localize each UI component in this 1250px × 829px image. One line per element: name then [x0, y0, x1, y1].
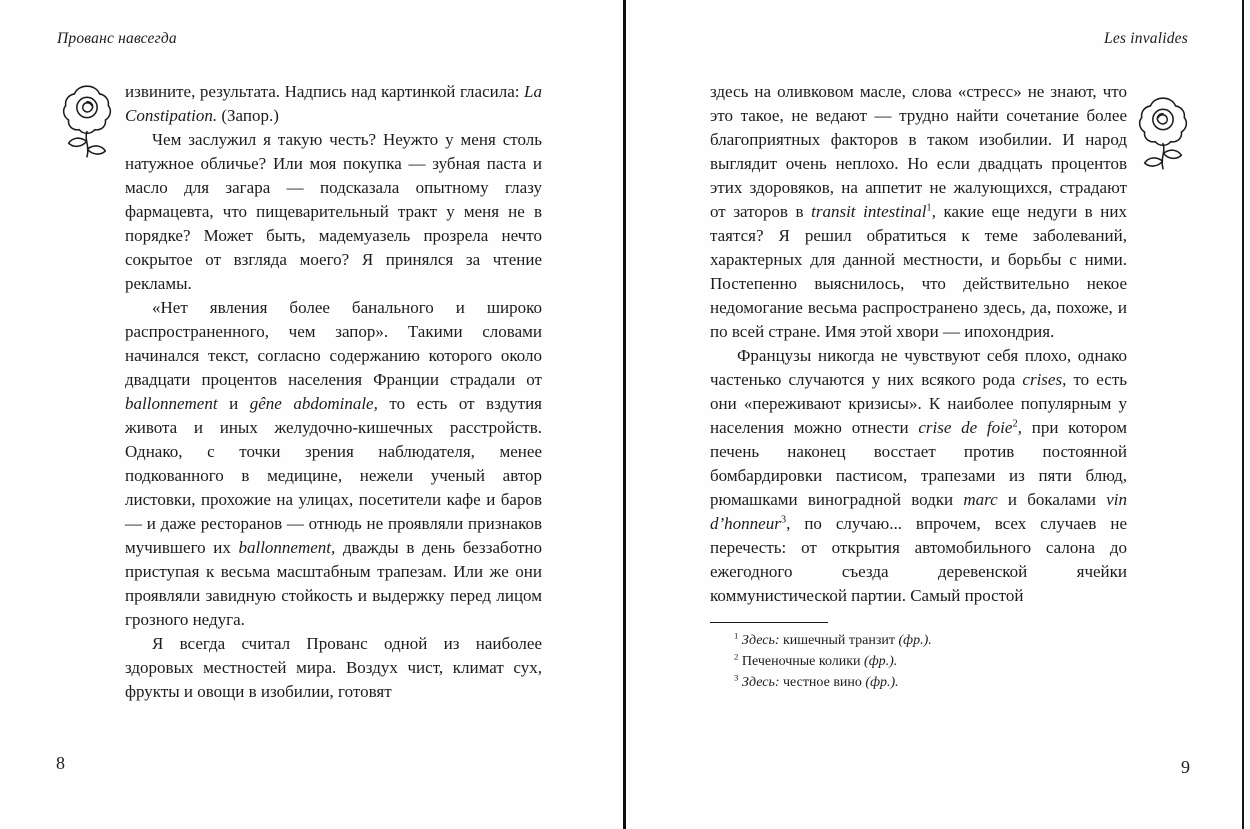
footnote: $^1$ Здесь: кишечный транзит (фр.).	[734, 630, 932, 648]
paragraph: «Нет явления более банального и широко распространенного, чем запор». Такими словами начинался текст, согласно содержанию которого около двадцати процентов населения Франции страдали от ballonnement и gêne abdominale, то есть от вздутия живота и иных желудочно-кишечных расстройств. Однако, с точки зрения наблюдателя, менее подкованного в медицине, нежели ученый автор листовки, прохожие на улицах, посетители кафе и баров — и даже ресторанов — отнюдь не проявляли признаков мучившего их ballonnement, дважды в день беззаботно приступая к весьма масштабным трапезам. Или же они проявляли завидную стойкость и выдержку перед лицом грозного недуга.	[125, 298, 543, 629]
paragraph: Чем заслужил я такую честь? Неужто у меня столь натужное обличье? Или моя покупка — зубная паста и масло для загара — подсказала опытному глазу фармацевта, что пищеварительный тракт у меня не в порядке? Может быть, мадемуазель прозрела нечто сокрытое от взгляда моего? Я принялся за чтение рекламы.	[125, 130, 542, 293]
paragraph: здесь на оливковом масле, слова «стресс» не знают, что это такое, не ведают — трудно найти сочетание более благоприятных факторов в таком изобилии. И народ выглядит очень неплохо. Но если двадцать процентов этих здоровяков, на аппетит не жалующихся, страдают от заторов в transit intestinal$^1$, какие еще недуги в них таятся? Я решил обратиться к теме заболеваний, характерных для данной местности, и борьбы с ними. Постепенно выяснилось, что действительно некое недомогание весьма распространено здесь, да, похоже, и по всей стране. Имя этой хвори — ипохондрия.	[710, 82, 1127, 341]
right-page-column	[710, 80, 1127, 693]
paragraph: извините, результата. Надпись над картинкой гласила: La Constipation. (Запор.)	[125, 82, 542, 125]
page-gutter-divider	[623, 0, 626, 829]
page-edge-line	[1242, 0, 1244, 829]
paragraph: Французы никогда не чувствуют себя плохо, однако частенько случаются у них всякого рода crises, то есть они «переживают кризисы». К наиболее популярным у населения можно отнести crise de foie$^2$, при котором печень наконец восстает против постоянной бомбардировки пастисом, трапезами из пяти блюд, рюмашками виноградной водки marc и бокалами vin d’honneur$^3$, по случаю... впрочем, всех случаев не перечесть: от открытия автомобильного салона до ежегодного съезда деревенской ячейки коммунистической партии. Самый простой	[710, 346, 1127, 605]
footnote: $^2$ Печеночные колики (фр.).	[734, 651, 898, 669]
footnotes	[710, 630, 1127, 693]
paragraph: Я всегда считал Прованс одной из наиболее здоровых местностей мира. Воздух чист, климат сух, фрукты и овощи в изобилии, готовят	[125, 634, 542, 701]
running-header-right: Les invalides	[1104, 30, 1188, 47]
rose-ornament-icon	[1134, 94, 1192, 172]
rose-ornament-icon	[58, 82, 116, 160]
page-number-right: 9	[1181, 757, 1190, 777]
running-header-left: Прованс навсегда	[57, 30, 177, 47]
footnote: $^3$ Здесь: честное вино (фр.).	[734, 672, 899, 690]
footnote-separator	[710, 622, 828, 623]
page-number-left: 8	[56, 753, 65, 773]
right-page-text	[710, 80, 1127, 608]
left-page-text	[125, 80, 542, 704]
